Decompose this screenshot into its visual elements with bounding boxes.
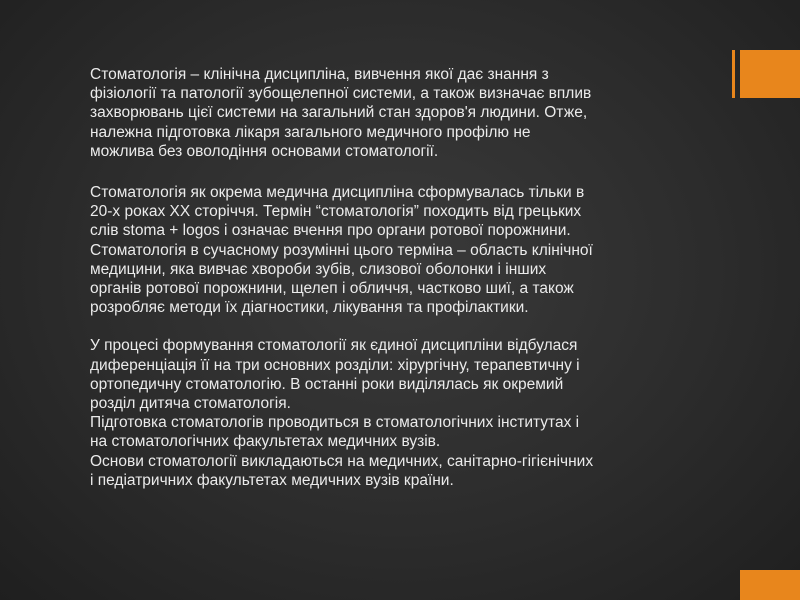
paragraph-faculties: Основи стоматології викладаються на медичних, санітарно-гігієнічних і педіатричних факультетах медичних вузів країни. <box>90 452 594 489</box>
paragraph-definition: Стоматологія – клінічна дисципліна, вивчення якої дає знання з фізіології та патології зубощелепної системи, а також визначає вплив захворювань цієї системи на загальний стан здоров'я людини. Отже, належна підготовка лікаря загального медичного профілю не можлива без оволодіння основами стоматології. <box>90 66 592 160</box>
paragraph-sections: У процесі формування стоматології як єдиної дисципліни відбулася диференціація її на три основних розділи: хірургічну, терапевтичну і ортопедичну стоматологію. В останні роки виділялась як окремий розділ дитяча стоматологія. <box>90 337 580 413</box>
orange-accent-bar-bottom <box>740 570 800 600</box>
orange-accent-bar-top <box>740 50 800 98</box>
slide-body-text <box>90 65 720 490</box>
orange-accent-line <box>732 50 735 98</box>
paragraph-training: Підготовка стоматологів проводиться в стоматологічних інститутах і на стоматологічних факультетах медичних вузів. <box>90 414 580 451</box>
paragraph-history: Стоматологія як окрема медична дисципліна сформувалась тільки в 20-х роках XX сторіччя. Термін “стоматологія” походить від грецьких слів stoma + logos і означає вчення про органи ротової порожнини. Стоматологія в сучасному розумінні цього терміна – область клінічної медицини, яка вивчає хвороби зубів, слизової оболонки і інших органів ротової порожнини, щелеп і обличчя, частково шиї, а також розробляє методи їх діагностики, лікування та профілактики. <box>90 184 593 317</box>
